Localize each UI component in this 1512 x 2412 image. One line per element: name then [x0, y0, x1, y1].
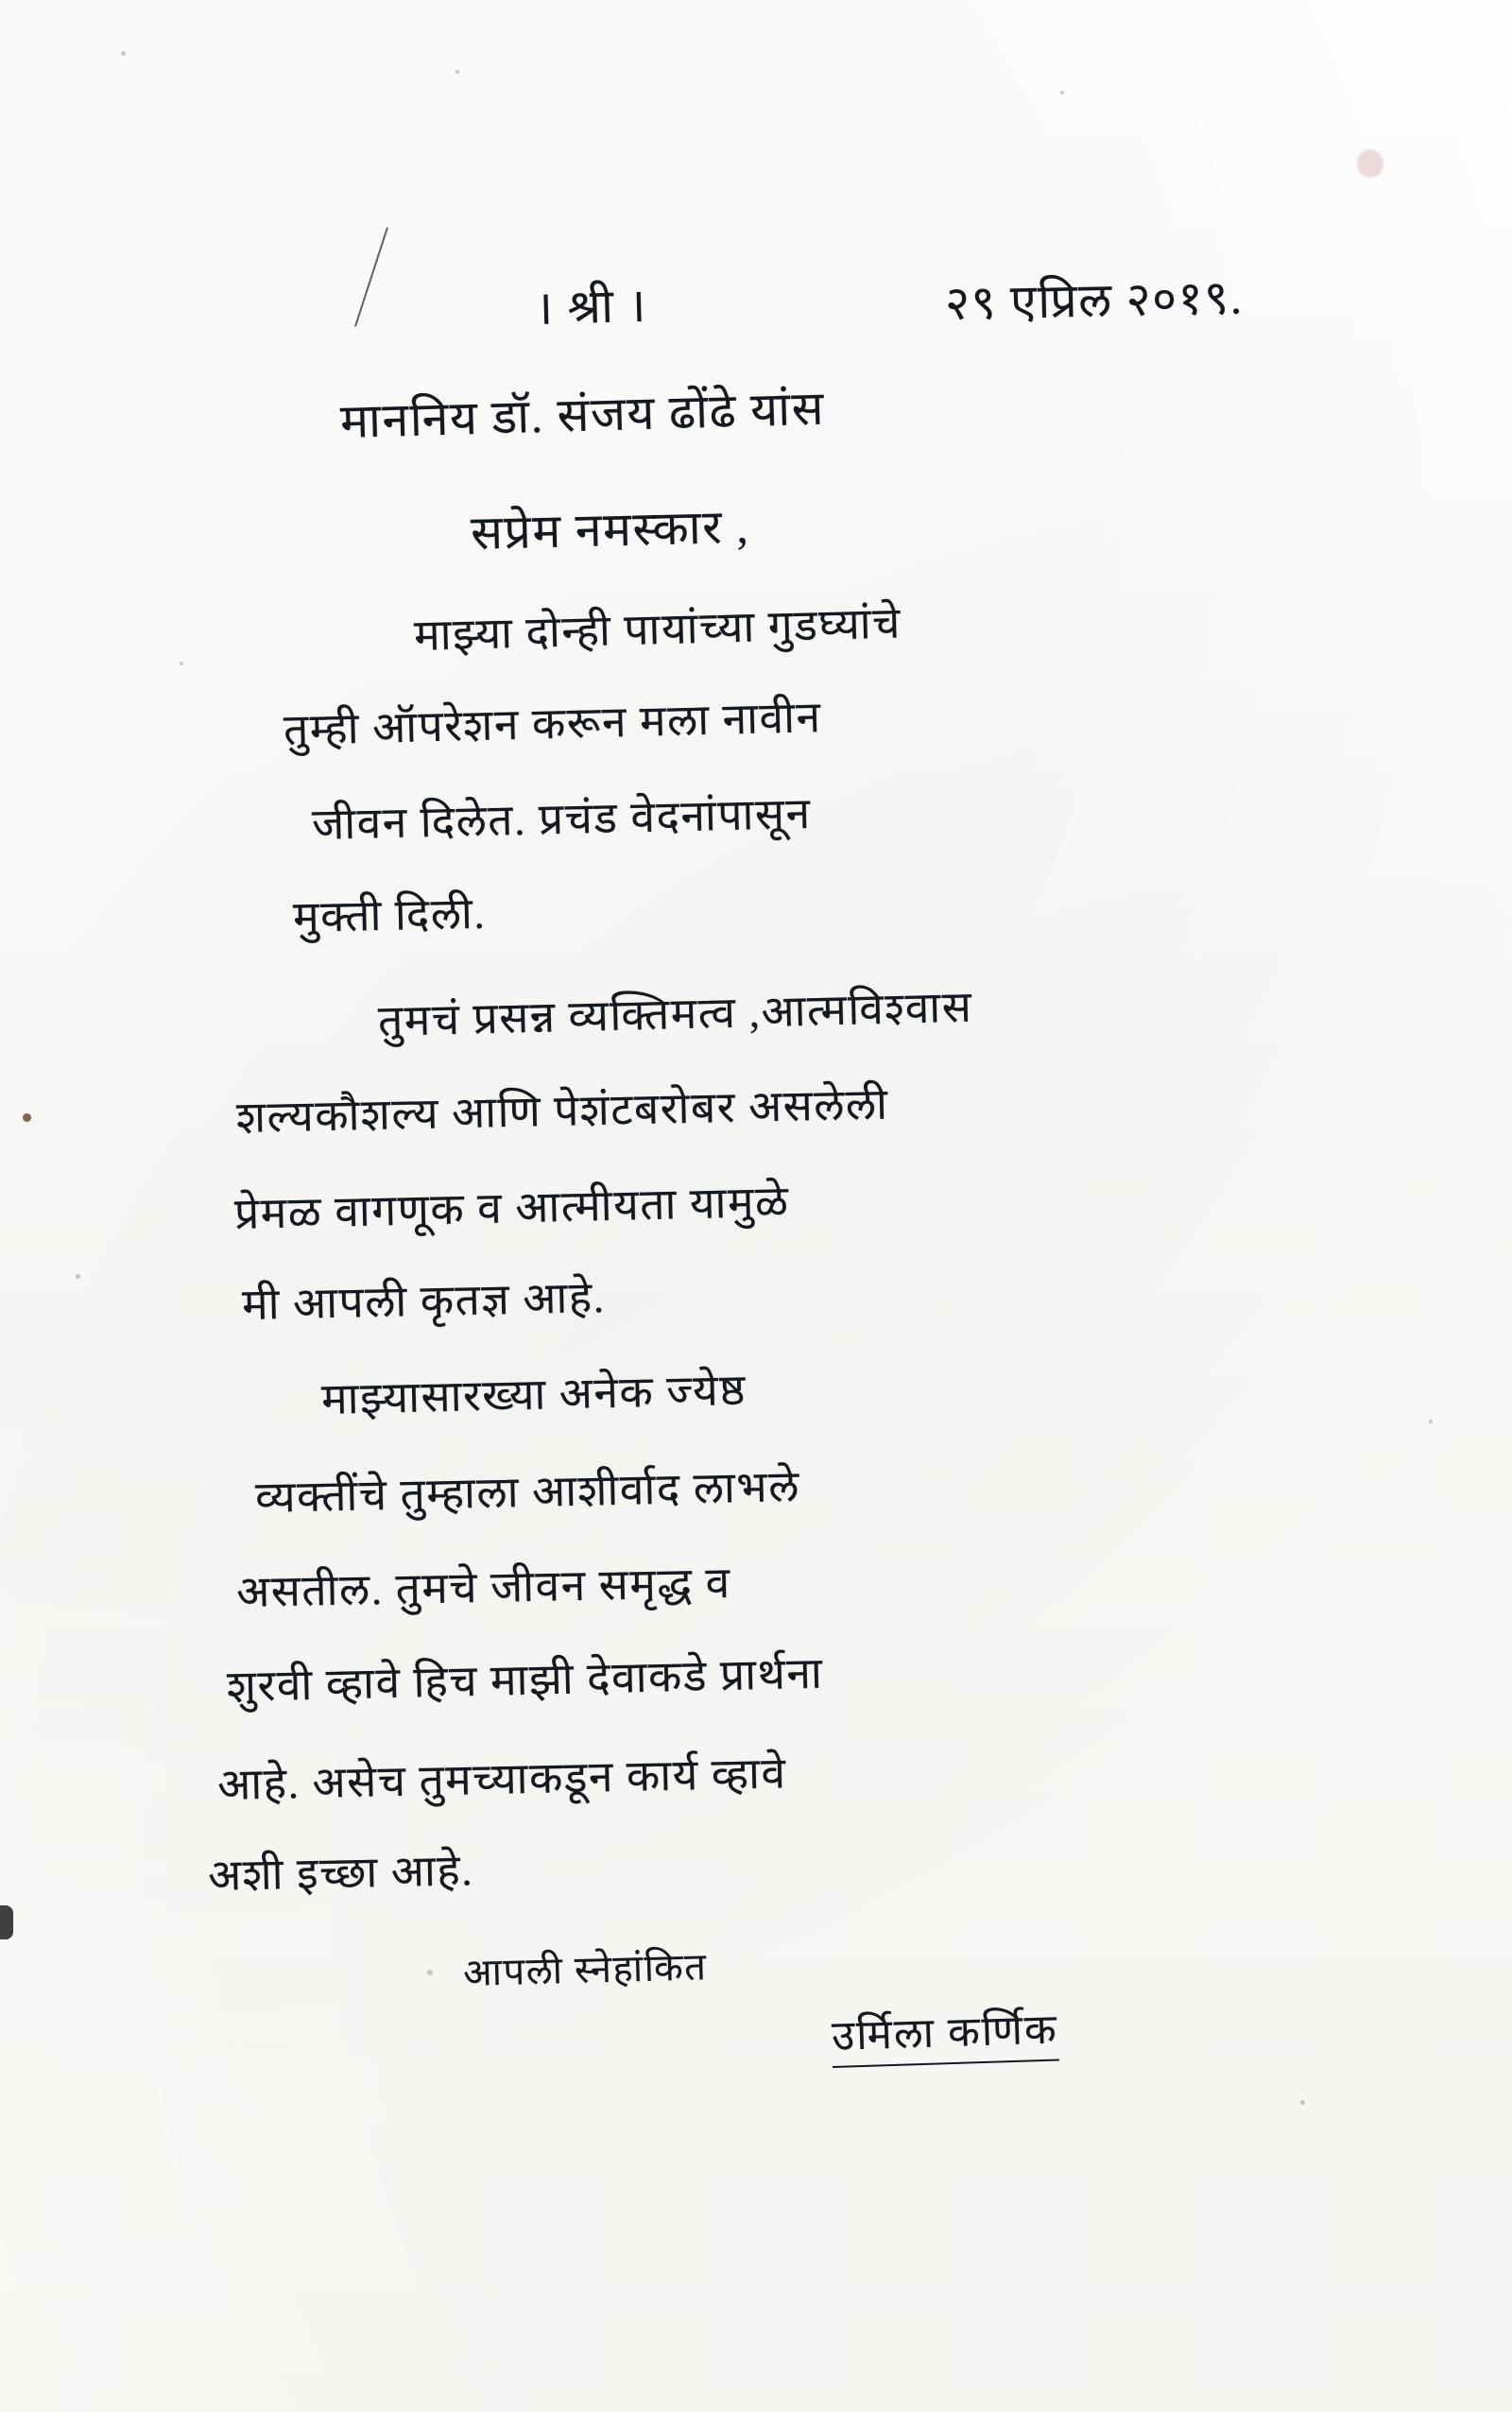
salutation-line-1: माननिय डॉ. संजय ढोंढे यांस	[339, 381, 826, 448]
body-line: माझ्या दोन्ही पायांच्या गुडघ्यांचे	[413, 598, 902, 660]
body-line: शल्यकौशल्य आणि पेशंटबरोबर असलेली	[235, 1079, 889, 1142]
salutation-line-2: सप्रेम नमस्कार ,	[470, 499, 750, 560]
signature: उर्मिला कर्णिक	[831, 1998, 1059, 2067]
body-line: मी आपली कृतज्ञ आहे.	[241, 1272, 607, 1329]
body-line: प्रेमळ वागणूक व आत्मीयता यामुळे	[233, 1177, 790, 1238]
body-line: असतील. तुमचे जीवन समृद्ध व	[235, 1558, 731, 1616]
body-line: मुक्ती दिली.	[292, 888, 487, 941]
body-line: माझ्यासारख्या अनेक ज्येष्ठ	[320, 1365, 747, 1423]
body-line: अशी इच्छा आहे.	[207, 1846, 474, 1900]
body-line: तुम्ही ऑपरेशन करून मला नावीन	[283, 693, 823, 754]
body-line: जीवन दिलेत. प्रचंड वेदनांपासून	[311, 789, 812, 849]
body-line: व्यक्तींचे तुम्हाला आशीर्वाद लाभले	[254, 1461, 801, 1522]
body-line: शुरवी व्हावे हिच माझी देवाकडे प्रार्थना	[226, 1648, 824, 1711]
body-line: आहे. असेच तुमच्याकडून कार्य व्हावे	[216, 1749, 787, 1809]
closing-text: आपली स्नेहांकित	[462, 1945, 708, 1994]
invocation-text: । श्री ।	[534, 278, 648, 335]
letter-date: २९ एप्रिल २०१९.	[944, 270, 1245, 330]
body-line: तुमचं प्रसन्न व्यक्तिमत्व ,आत्मविश्वास	[377, 982, 973, 1045]
